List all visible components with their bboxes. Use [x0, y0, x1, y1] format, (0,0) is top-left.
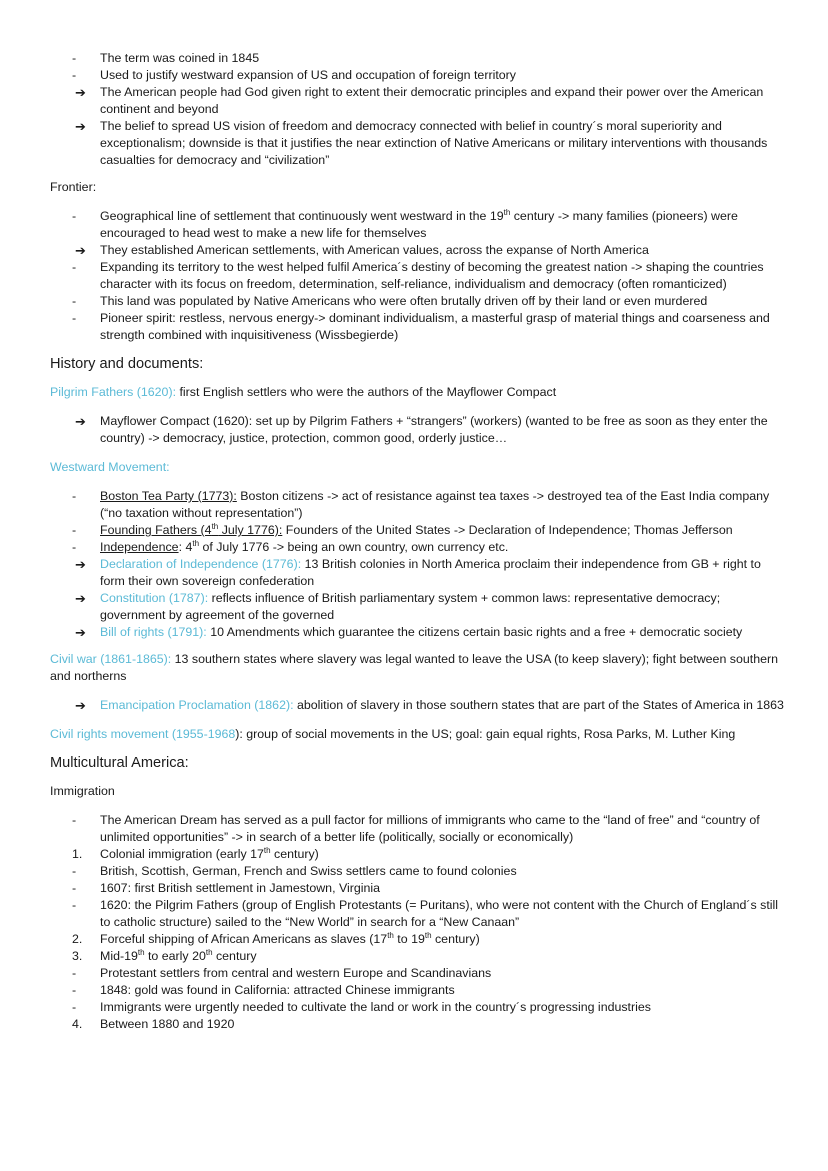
manifest-list — [50, 50, 788, 169]
list-item: - Independence: 4th of July 1776 -> being an own country, own currency etc. — [72, 539, 509, 554]
list-item: - 1848: gold was found in California: attracted Chinese immigrants — [72, 983, 455, 997]
list-item: 3. Mid-19th to early 20th century — [72, 948, 257, 963]
list-item: ➔ The belief to spread US vision of freedom and democracy connected with belief in country´s moral superiority and exceptionalism; downside is that it justifies the near extinction of Native Americans or military interventions with thousands casualties for democracy and “civilization” — [75, 119, 768, 167]
list-item: - 1620: the Pilgrim Fathers (group of English Protestants (= Puritans), who were not content with the Church of England´s still to catholic structure) sailed to the “New World” in search for a “New Canaan” — [72, 898, 779, 929]
arrow-icon: ➔ — [75, 591, 86, 606]
list-item: ➔ They established American settlements, with American values, across the expanse of North America — [75, 243, 649, 258]
list-item: 1. Colonial immigration (early 17th century) — [72, 846, 319, 861]
list-item: - Immigrants were urgently needed to cultivate the land or work in the country´s progressing industries — [72, 1000, 651, 1014]
list-item: ➔ The American people had God given right to extent their democratic principles and expand their power over the American continent and beyond — [75, 85, 764, 116]
arrow-icon: ➔ — [75, 625, 86, 640]
list-item: - British, Scottish, German, French and Swiss settlers came to found colonies — [72, 864, 517, 878]
frontier-list — [50, 208, 788, 344]
list-item: - Boston Tea Party (1773): Boston citizens -> act of resistance against tea taxes -> destroyed tea of the East India company (“no taxation without representation”) — [72, 489, 770, 520]
immigration-list — [50, 812, 788, 1033]
arrow-icon: ➔ — [75, 119, 86, 134]
arrow-icon: ➔ — [75, 243, 86, 258]
arrow-icon: ➔ — [75, 85, 86, 100]
list-item: - Expanding its territory to the west helped fulfil America´s destiny of becoming the greatest nation -> shaping the countries character with its focus on freedom, determination, self-reliance, individualism and democracy (often romanticized) — [72, 260, 764, 291]
list-item: - 1607: first British settlement in Jamestown, Virginia — [72, 881, 381, 895]
list-item: - Geographical line of settlement that continuously went westward in the 19th century -> many families (pioneers) were encouraged to head west to make a new life for themselves — [72, 208, 738, 240]
civil-rights-paragraph: Civil rights movement (1955-1968): group of social movements in the US; goal: gain equal rights, Rosa Parks, M. Luther King — [50, 727, 736, 741]
list-item: ➔ Mayflower Compact (1620): set up by Pilgrim Fathers + “strangers” (workers) (wanted to be free as soon as they enter the country) -> democracy, justice, protection, common good, orderly justice… — [75, 414, 768, 445]
list-item: ➔ Constitution (1787): reflects influence of British parliamentary system + common laws: representative democracy; government by agreement of the governed — [75, 591, 721, 622]
westward-heading: Westward Movement: — [50, 460, 170, 474]
list-item: - The term was coined in 1845 — [72, 51, 260, 65]
list-item: - Used to justify westward expansion of US and occupation of foreign territory — [72, 68, 516, 82]
list-item: - Protestant settlers from central and western Europe and Scandinavians — [72, 966, 492, 980]
list-item: - Founding Fathers (4th July 1776): Founders of the United States -> Declaration of Independence; Thomas Jefferson — [72, 522, 733, 537]
arrow-icon: ➔ — [75, 557, 86, 572]
list-item: - The American Dream has served as a pull factor for millions of immigrants who came to the “land of free” and “country of unlimited opportunities” -> in search of a better life (politically, socially or economically) — [72, 813, 760, 844]
frontier-heading: Frontier: — [50, 180, 97, 194]
arrow-icon: ➔ — [75, 698, 86, 713]
arrow-icon: ➔ — [75, 414, 86, 429]
pilgrim-paragraph: Pilgrim Fathers (1620): first English settlers who were the authors of the Mayflower Compact — [50, 385, 557, 399]
emancipation-list — [50, 697, 788, 714]
multicultural-heading: Multicultural America: — [50, 755, 189, 771]
list-item: ➔ Bill of rights (1791): 10 Amendments which guarantee the citizens certain basic rights and a free + democratic society — [75, 625, 743, 640]
mayflower-list — [50, 413, 788, 447]
list-item: 2. Forceful shipping of African Americans as slaves (17th to 19th century) — [72, 931, 480, 946]
list-item: - This land was populated by Native Americans who were often brutally driven off by their land or even murdered — [72, 294, 708, 308]
list-item: ➔ Emancipation Proclamation (1862): abolition of slavery in those southern states that are part of the States of America in 1863 — [75, 698, 784, 713]
history-heading: History and documents: — [50, 356, 204, 372]
westward-list — [50, 488, 788, 641]
list-item: - Pioneer spirit: restless, nervous energy-> dominant individualism, a masterful grasp of material things and coarseness and strength combined with inquisitiveness (Wissbegierde) — [72, 311, 770, 342]
list-item: 4. Between 1880 and 1920 — [72, 1017, 235, 1031]
civil-war-paragraph: Civil war (1861-1865): 13 southern states where slavery was legal wanted to leave the USA (to keep slavery); fight between southern and northerns — [50, 652, 778, 683]
immigration-heading: Immigration — [50, 784, 115, 798]
list-item: ➔ Declaration of Independence (1776): 13 British colonies in North America proclaim their independence from GB + right to form their own sovereign confederation — [75, 557, 761, 588]
